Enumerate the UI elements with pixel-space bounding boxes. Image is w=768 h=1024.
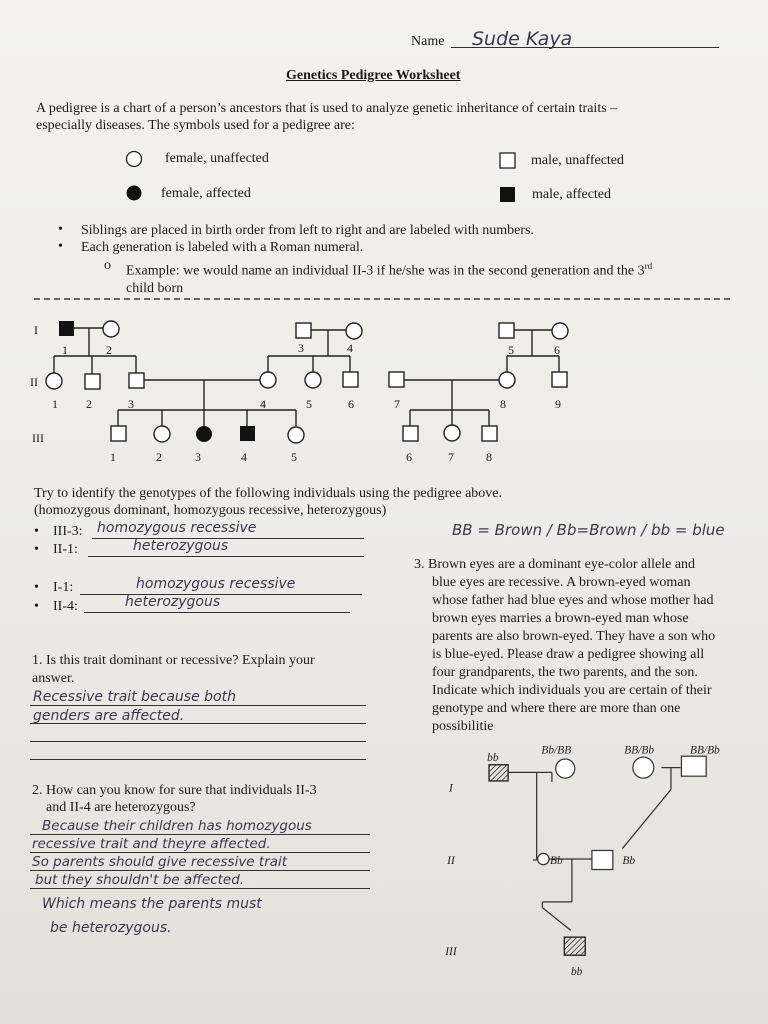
- q3-line-5: parents are also brown-eyed. They have a son who: [432, 629, 716, 644]
- q3-line-3: whose father had blue eyes and whose mother had: [432, 593, 714, 608]
- bullet-icon: •: [34, 599, 39, 614]
- legend-female-affected: female, affected: [161, 186, 251, 201]
- square-empty-icon: [499, 152, 517, 170]
- item-label-ii1: II-1:: [53, 542, 78, 557]
- num: 3: [298, 341, 304, 355]
- q3-line-6: is blue-eyed. Please draw a pedigree showing all: [432, 647, 705, 662]
- item-label-ii4: II-4:: [53, 599, 78, 614]
- bullet-icon: •: [34, 580, 39, 595]
- pedigree-male: [111, 426, 126, 441]
- pedigree-female: [260, 372, 276, 388]
- gen-label-2: II: [30, 375, 38, 389]
- bullet-2: Each generation is labeled with a Roman numeral.: [81, 240, 364, 255]
- q3-line-8: Indicate which individuals you are certain of their: [432, 683, 712, 698]
- bullet-icon: •: [58, 239, 63, 254]
- num: 6: [406, 450, 412, 464]
- drawn-gen-2: II: [447, 854, 455, 867]
- num: 3: [195, 450, 201, 464]
- dashed-divider: [34, 298, 730, 300]
- q3-line-10: possibilitie: [432, 719, 494, 734]
- answer-line: [30, 834, 370, 835]
- pedigree-male: [552, 372, 567, 387]
- drawn-gp1-genotype: bb: [487, 751, 499, 764]
- q2-answer-5: Which means the parents must: [42, 896, 262, 912]
- q1-text-2: answer.: [32, 671, 75, 686]
- num: 1: [110, 450, 116, 464]
- q2-answer-2: recessive trait and theyre affected.: [32, 836, 271, 852]
- q2-text-2: and II-4 are heterozygous?: [46, 800, 196, 815]
- item-label-i1: I-1:: [53, 580, 74, 595]
- num: 2: [156, 450, 162, 464]
- answer-line: [30, 888, 370, 889]
- drawn-female-gp: [556, 759, 575, 778]
- pedigree-male: [343, 372, 358, 387]
- pedigree-male: [85, 374, 100, 389]
- bullet-icon: •: [34, 542, 39, 557]
- q1-answer-2: genders are affected.: [33, 708, 185, 724]
- answer-ii1: heterozygous: [133, 538, 229, 554]
- num: 4: [347, 341, 353, 355]
- num: 7: [448, 450, 454, 464]
- pedigree-male-affected: [59, 321, 74, 336]
- example-sup: rd: [644, 261, 653, 271]
- answer-line: [30, 723, 366, 724]
- pedigree-female: [552, 323, 568, 339]
- answer-line: [88, 556, 364, 557]
- drawn-gp4-genotype: BB/Bb: [690, 744, 720, 757]
- gen-label-3: III: [32, 431, 44, 445]
- pedigree-male: [499, 323, 514, 338]
- q2-answer-3: So parents should give recessive trait: [32, 854, 288, 870]
- bullet-icon: •: [58, 222, 63, 237]
- example-post: child born: [126, 280, 184, 296]
- answer-line: [80, 594, 362, 595]
- num: 1: [62, 343, 68, 357]
- circle-filled-icon: [125, 184, 143, 202]
- num: 5: [508, 343, 514, 357]
- square-filled-icon: [499, 186, 517, 204]
- item-label-iii3: III-3:: [53, 524, 83, 539]
- page-title: Genetics Pedigree Worksheet: [286, 68, 461, 83]
- num: 5: [291, 450, 297, 464]
- drawn-male-affected-gp: [489, 765, 508, 781]
- bullet-1: Siblings are placed in birth order from left to right and are labeled with numbers.: [81, 223, 534, 238]
- answer-ii4: heterozygous: [125, 594, 221, 610]
- pedigree-female: [346, 323, 362, 339]
- pedigree-female-affected: [196, 426, 212, 442]
- num: 4: [241, 450, 247, 464]
- drawn-mother-genotype: Bb: [550, 854, 563, 867]
- num: 4: [260, 397, 266, 411]
- num: 6: [348, 397, 354, 411]
- q3-line-1: 3. Brown eyes are a dominant eye-color allele and: [414, 557, 696, 572]
- pedigree-female: [444, 425, 460, 441]
- drawn-gen-1: I: [449, 782, 453, 795]
- num: 2: [86, 397, 92, 411]
- num: 6: [554, 343, 560, 357]
- drawn-gp3-genotype: BB/Bb: [624, 744, 655, 757]
- drawn-gp2-genotype: Bb/BB: [541, 744, 572, 757]
- num: 9: [555, 397, 561, 411]
- num: 8: [486, 450, 492, 464]
- q3-line-4: brown eyes marries a brown-eyed man whose: [432, 611, 689, 626]
- pedigree-male: [403, 426, 418, 441]
- q2-answer-4: but they shouldn't be affected.: [35, 872, 245, 888]
- sub-bullet-icon: o: [104, 258, 111, 273]
- answer-line: [30, 870, 370, 871]
- pedigree-female: [499, 372, 515, 388]
- drawn-mother: [538, 853, 549, 864]
- questions-intro-1: Try to identify the genotypes of the following individuals using the pedigree above.: [34, 486, 503, 501]
- gen-label-1: I: [34, 323, 38, 337]
- legend-male-unaffected: male, unaffected: [531, 153, 625, 168]
- drawn-gen-3: III: [445, 946, 457, 959]
- legend-male-affected: male, affected: [532, 187, 612, 202]
- num: 1: [52, 397, 58, 411]
- num: 8: [500, 397, 506, 411]
- answer-line: [30, 705, 366, 706]
- answer-line: [84, 612, 350, 613]
- q3-line-9: genotype and where there are more than one: [432, 701, 681, 716]
- pedigree-female: [288, 427, 304, 443]
- answer-i1: homozygous recessive: [136, 576, 296, 592]
- num: 7: [394, 397, 400, 411]
- pedigree-chart: [0, 310, 768, 470]
- legend-female-unaffected: female, unaffected: [165, 151, 269, 166]
- drawn-female-gp: [633, 757, 654, 778]
- pedigree-male: [482, 426, 497, 441]
- drawn-father: [592, 850, 613, 869]
- q2-answer-1: Because their children has homozygous: [42, 818, 312, 834]
- example-pre: Example: we would name an individual II-3 if he/she was in the second generation and the 3: [126, 263, 645, 279]
- answer-line: [30, 852, 370, 853]
- answer-iii3: homozygous recessive: [97, 520, 257, 536]
- intro-text: A pedigree is a chart of a person’s ancestors that is used to analyze genetic inheritance of certain traits – especially diseases. The symbols used for a pedigree are:: [36, 101, 618, 133]
- num: 2: [106, 343, 112, 357]
- drawn-son-genotype: bb: [570, 966, 583, 979]
- pedigree-female: [46, 373, 62, 389]
- bullet-icon: •: [34, 524, 39, 539]
- pedigree-female: [154, 426, 170, 442]
- pedigree-male: [129, 373, 144, 388]
- drawn-male-gp: [681, 756, 706, 776]
- q2-answer-6: be heterozygous.: [50, 920, 172, 936]
- pedigree-female: [305, 372, 321, 388]
- circle-empty-icon: [125, 150, 143, 168]
- pedigree-male: [389, 372, 404, 387]
- q3-line-7: four grandparents, the two parents, and the son.: [432, 665, 698, 680]
- name-label: Name: [411, 34, 445, 49]
- hand-pedigree-drawing: [420, 740, 760, 980]
- questions-intro-2: (homozygous dominant, homozygous recessive, heterozygous): [34, 503, 387, 518]
- q1-text-1: 1. Is this trait dominant or recessive? Explain your: [32, 653, 315, 668]
- pedigree-male: [296, 323, 311, 338]
- student-name: Sude Kaya: [472, 28, 573, 50]
- num: 3: [128, 397, 134, 411]
- q2-text-1: 2. How can you know for sure that individuals II-3: [32, 783, 317, 798]
- drawn-son-affected: [564, 937, 585, 955]
- num: 5: [306, 397, 312, 411]
- q1-answer-1: Recessive trait because both: [33, 689, 236, 705]
- answer-line: [30, 741, 366, 742]
- pedigree-male-affected: [240, 426, 255, 441]
- example-text: [126, 258, 706, 297]
- pedigree-female: [103, 321, 119, 337]
- allele-key-note: BB = Brown / Bb=Brown / bb = blue: [452, 521, 725, 539]
- answer-line: [30, 759, 366, 760]
- q3-line-2: blue eyes are recessive. A brown-eyed woman: [432, 575, 691, 590]
- drawn-father-genotype: Bb: [622, 854, 636, 867]
